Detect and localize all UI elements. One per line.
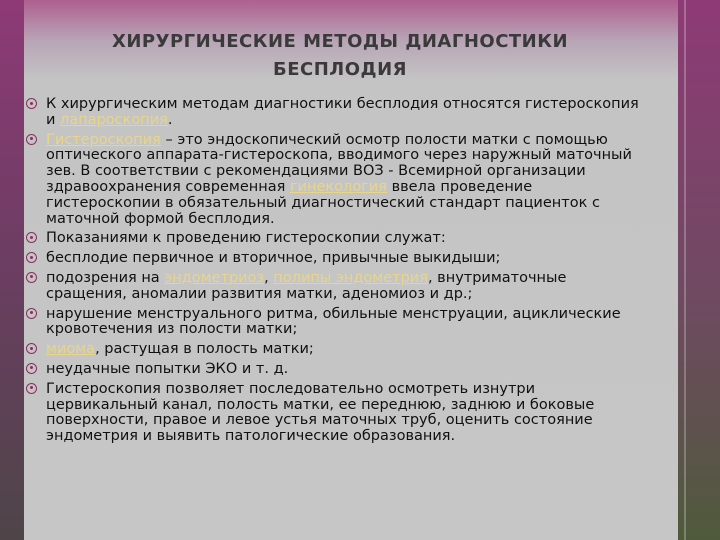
link-myoma[interactable]: миома — [46, 341, 96, 358]
link-laparoscopy[interactable]: лапароскопия — [60, 111, 168, 128]
item-text: бесплодие первичное и вторичное, привычные выкидыши; — [46, 250, 501, 267]
link-endometriosis[interactable]: эндометриоз — [164, 269, 265, 286]
list-item — [24, 231, 644, 247]
item-text: подозрения на — [46, 269, 165, 286]
item-text: , — [264, 269, 274, 286]
right-decor-band — [678, 0, 720, 540]
slide-title — [40, 28, 640, 84]
item-text: . — [167, 111, 173, 128]
item-text: Гистероскопия позволяет последовательно осмотреть изнутри цервикальный канал, полость матки, ее переднюю, заднюю и боковые поверхности, правое и левое устья маточных труб, оценить состояние эндометрия и выявить патологические образования. — [46, 380, 595, 445]
circle-dot-icon — [26, 343, 37, 354]
circle-dot-icon — [26, 232, 37, 243]
link-endometrial-polyps[interactable]: полипы эндометрия — [273, 269, 428, 286]
item-text: К хирургическим методам диагностики бесплодия относятся гистероскопия и — [46, 96, 639, 128]
list-item — [24, 251, 644, 267]
list-item — [24, 382, 644, 445]
list-item — [24, 362, 644, 378]
circle-dot-icon — [26, 363, 37, 374]
item-text: Показаниями к проведению гистероскопии служат: — [46, 230, 446, 247]
item-text: ввела проведение гистероскопии в обязательный диагностический стандарт пациенток с маточной формой бесплодия. — [46, 178, 600, 227]
list-item — [24, 133, 644, 228]
item-text: нарушение менструального ритма, обильные менструации, ациклические кровотечения из полости матки; — [46, 305, 621, 338]
item-text: – это эндоскопический осмотр полости матки с помощью оптического аппарата-гистероскопа, вводимого через наружный маточный зев. В соответствии с рекомендациями ВОЗ - Всемирной организации здравоохранения современная — [46, 131, 632, 195]
list-item — [24, 97, 644, 129]
bullet-list — [24, 97, 644, 449]
circle-dot-icon — [26, 252, 37, 263]
left-decor-band — [0, 0, 24, 540]
circle-dot-icon — [26, 134, 37, 145]
right-decor-stripe — [684, 0, 686, 540]
circle-dot-icon — [26, 383, 37, 394]
circle-dot-icon — [26, 272, 37, 283]
list-item — [24, 342, 644, 358]
circle-dot-icon — [26, 308, 37, 319]
list-item — [24, 271, 644, 303]
item-text: , внутриматочные сращения, аномалии развития матки, аденомиоз и др.; — [46, 269, 567, 302]
item-text: , растущая в полость матки; — [95, 341, 314, 358]
item-text: неудачные попытки ЭКО и т. д. — [46, 360, 289, 377]
slide-title-line2: БЕСПЛОДИЯ — [273, 59, 407, 80]
list-item — [24, 307, 644, 339]
circle-dot-icon — [26, 98, 37, 109]
slide-title-line1: ХИРУРГИЧЕСКИЕ МЕТОДЫ ДИАГНОСТИКИ — [111, 31, 569, 52]
link-hysteroscopy[interactable]: Гистероскопия — [46, 131, 161, 148]
link-gynecology[interactable]: гинекология — [289, 178, 387, 195]
